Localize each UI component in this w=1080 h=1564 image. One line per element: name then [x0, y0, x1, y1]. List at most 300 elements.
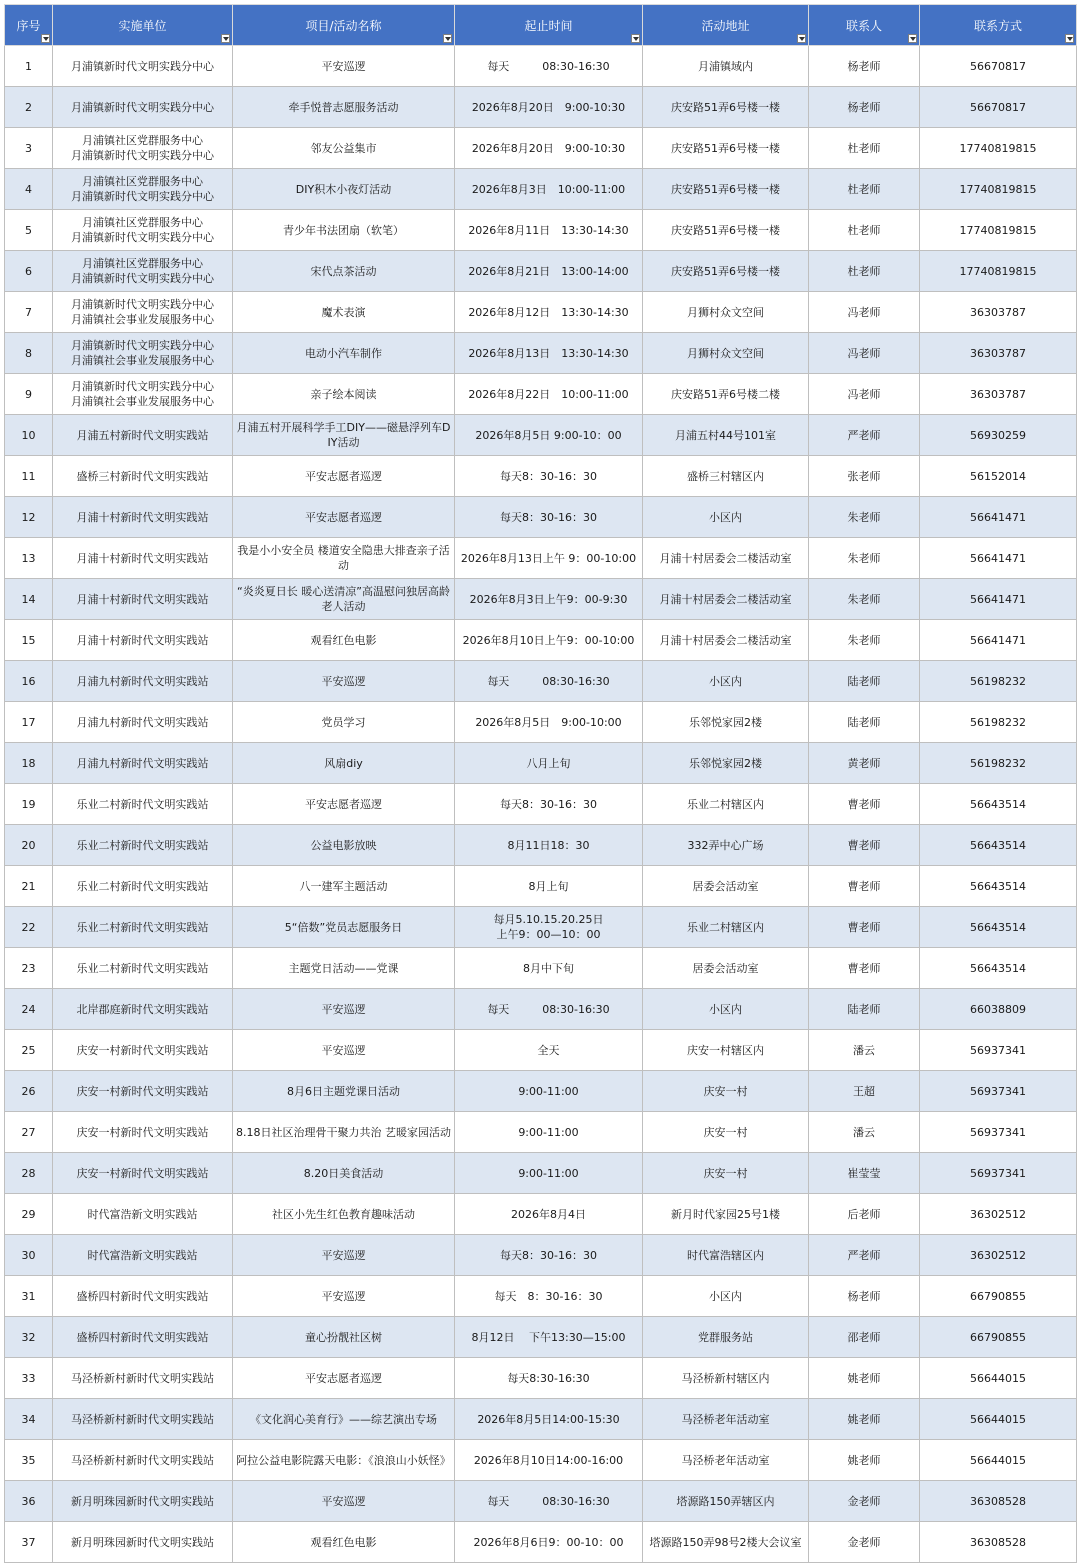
table-row[interactable]	[5, 538, 1077, 579]
cell-activity[interactable]: 党员学习	[233, 702, 455, 743]
table-row[interactable]	[5, 1153, 1077, 1194]
table-row[interactable]	[5, 497, 1077, 538]
cell-index[interactable]: 5	[5, 210, 53, 251]
cell-time[interactable]: 八月上旬	[455, 743, 643, 784]
cell-contact-info[interactable]: 56644015	[920, 1399, 1077, 1440]
cell-activity[interactable]: 我是小小安全员 楼道安全隐患大排查亲子活动	[233, 538, 455, 579]
cell-address[interactable]: 乐邻悦家园2楼	[643, 743, 809, 784]
cell-index[interactable]: 32	[5, 1317, 53, 1358]
cell-contact-info[interactable]: 56937341	[920, 1071, 1077, 1112]
cell-contact-info[interactable]: 36303787	[920, 292, 1077, 333]
cell-address[interactable]: 马泾桥新村辖区内	[643, 1358, 809, 1399]
cell-activity[interactable]: 平安巡逻	[233, 1276, 455, 1317]
cell-contact-person[interactable]: 朱老师	[809, 620, 920, 661]
cell-activity[interactable]: 八一建军主题活动	[233, 866, 455, 907]
cell-unit[interactable]: 乐业二村新时代文明实践站	[53, 825, 233, 866]
filter-dropdown-icon[interactable]	[908, 34, 917, 43]
table-row[interactable]	[5, 825, 1077, 866]
cell-contact-person[interactable]: 朱老师	[809, 579, 920, 620]
cell-address[interactable]: 月狮村众文空间	[643, 292, 809, 333]
cell-contact-person[interactable]: 黄老师	[809, 743, 920, 784]
cell-index[interactable]: 21	[5, 866, 53, 907]
cell-time[interactable]: 每天8:30-16:30	[455, 1358, 643, 1399]
cell-contact-info[interactable]: 17740819815	[920, 128, 1077, 169]
cell-unit[interactable]: 庆安一村新时代文明实践站	[53, 1071, 233, 1112]
cell-address[interactable]: 月浦镇域内	[643, 46, 809, 87]
cell-unit[interactable]: 月浦镇新时代文明实践分中心	[53, 46, 233, 87]
table-row[interactable]	[5, 620, 1077, 661]
table-row[interactable]	[5, 743, 1077, 784]
cell-unit[interactable]: 月浦十村新时代文明实践站	[53, 620, 233, 661]
cell-activity[interactable]: 宋代点茶活动	[233, 251, 455, 292]
cell-address[interactable]: 月浦十村居委会二楼活动室	[643, 538, 809, 579]
cell-activity[interactable]: “炎炎夏日长 暖心送清凉”高温慰问独居高龄老人活动	[233, 579, 455, 620]
cell-contact-person[interactable]: 冯老师	[809, 374, 920, 415]
cell-index[interactable]: 31	[5, 1276, 53, 1317]
cell-activity[interactable]: 魔术表演	[233, 292, 455, 333]
cell-address[interactable]: 乐业二村辖区内	[643, 784, 809, 825]
cell-unit[interactable]: 月浦镇社区党群服务中心 月浦镇新时代文明实践分中心	[53, 210, 233, 251]
cell-time[interactable]: 9:00-11:00	[455, 1071, 643, 1112]
cell-contact-person[interactable]: 潘云	[809, 1030, 920, 1071]
cell-contact-info[interactable]: 56643514	[920, 948, 1077, 989]
cell-time[interactable]: 每天 08:30-16:30	[455, 989, 643, 1030]
cell-time[interactable]: 2026年8月20日 9:00-10:30	[455, 128, 643, 169]
cell-contact-person[interactable]: 金老师	[809, 1481, 920, 1522]
cell-contact-person[interactable]: 曹老师	[809, 907, 920, 948]
table-row[interactable]	[5, 374, 1077, 415]
cell-unit[interactable]: 乐业二村新时代文明实践站	[53, 784, 233, 825]
cell-contact-person[interactable]: 杜老师	[809, 210, 920, 251]
cell-unit[interactable]: 盛桥三村新时代文明实践站	[53, 456, 233, 497]
cell-contact-person[interactable]: 王超	[809, 1071, 920, 1112]
cell-unit[interactable]: 马泾桥新村新时代文明实践站	[53, 1399, 233, 1440]
cell-address[interactable]: 庆安一村辖区内	[643, 1030, 809, 1071]
cell-unit[interactable]: 北岸郡庭新时代文明实践站	[53, 989, 233, 1030]
cell-time[interactable]: 2026年8月12日 13:30-14:30	[455, 292, 643, 333]
cell-index[interactable]: 27	[5, 1112, 53, 1153]
cell-time[interactable]: 2026年8月5日 9:00-10:00	[455, 702, 643, 743]
cell-contact-person[interactable]: 朱老师	[809, 497, 920, 538]
table-row[interactable]	[5, 1235, 1077, 1276]
cell-time[interactable]: 每天8：30-16：30	[455, 784, 643, 825]
cell-index[interactable]: 33	[5, 1358, 53, 1399]
cell-activity[interactable]: 平安巡逻	[233, 1030, 455, 1071]
table-row[interactable]	[5, 251, 1077, 292]
cell-activity[interactable]: 社区小先生红色教育趣味活动	[233, 1194, 455, 1235]
cell-contact-info[interactable]: 56644015	[920, 1440, 1077, 1481]
cell-index[interactable]: 36	[5, 1481, 53, 1522]
cell-address[interactable]: 党群服务站	[643, 1317, 809, 1358]
cell-address[interactable]: 小区内	[643, 661, 809, 702]
cell-activity[interactable]: 8.18日社区治理骨干聚力共治 艺暖家园活动	[233, 1112, 455, 1153]
table-row[interactable]	[5, 784, 1077, 825]
cell-contact-info[interactable]: 56152014	[920, 456, 1077, 497]
cell-activity[interactable]: 8月6日主题党课日活动	[233, 1071, 455, 1112]
cell-time[interactable]: 2026年8月3日上午9：00-9:30	[455, 579, 643, 620]
cell-time[interactable]: 8月中下旬	[455, 948, 643, 989]
cell-contact-info[interactable]: 56643514	[920, 907, 1077, 948]
cell-contact-info[interactable]: 56670817	[920, 87, 1077, 128]
cell-time[interactable]: 2026年8月22日 10:00-11:00	[455, 374, 643, 415]
cell-contact-info[interactable]: 56641471	[920, 620, 1077, 661]
cell-contact-info[interactable]: 56670817	[920, 46, 1077, 87]
table-row[interactable]	[5, 1194, 1077, 1235]
cell-index[interactable]: 22	[5, 907, 53, 948]
cell-contact-info[interactable]: 56643514	[920, 825, 1077, 866]
cell-address[interactable]: 332弄中心广场	[643, 825, 809, 866]
cell-contact-person[interactable]: 杨老师	[809, 1276, 920, 1317]
cell-unit[interactable]: 时代富浩新文明实践站	[53, 1235, 233, 1276]
cell-contact-info[interactable]: 36303787	[920, 374, 1077, 415]
cell-contact-person[interactable]: 崔莹莹	[809, 1153, 920, 1194]
cell-time[interactable]: 2026年8月20日 9:00-10:30	[455, 87, 643, 128]
cell-contact-person[interactable]: 潘云	[809, 1112, 920, 1153]
cell-unit[interactable]: 月浦镇新时代文明实践分中心 月浦镇社会事业发展服务中心	[53, 292, 233, 333]
cell-contact-person[interactable]: 姚老师	[809, 1440, 920, 1481]
table-row[interactable]	[5, 333, 1077, 374]
cell-index[interactable]: 3	[5, 128, 53, 169]
cell-unit[interactable]: 月浦镇社区党群服务中心 月浦镇新时代文明实践分中心	[53, 128, 233, 169]
table-row[interactable]	[5, 456, 1077, 497]
cell-index[interactable]: 16	[5, 661, 53, 702]
cell-address[interactable]: 乐业二村辖区内	[643, 907, 809, 948]
cell-address[interactable]: 庆安路51弄6号楼一楼	[643, 128, 809, 169]
cell-activity[interactable]: 青少年书法团扇（软笔）	[233, 210, 455, 251]
filter-dropdown-icon[interactable]	[221, 34, 230, 43]
cell-address[interactable]: 庆安路51弄6号楼一楼	[643, 169, 809, 210]
cell-unit[interactable]: 月浦镇新时代文明实践分中心 月浦镇社会事业发展服务中心	[53, 333, 233, 374]
cell-activity[interactable]: 主题党日活动——党课	[233, 948, 455, 989]
table-row[interactable]	[5, 702, 1077, 743]
cell-index[interactable]: 17	[5, 702, 53, 743]
cell-contact-info[interactable]: 56930259	[920, 415, 1077, 456]
cell-index[interactable]: 9	[5, 374, 53, 415]
cell-time[interactable]: 2026年8月10日14:00-16:00	[455, 1440, 643, 1481]
cell-time[interactable]: 2026年8月5日14:00-15:30	[455, 1399, 643, 1440]
cell-contact-info[interactable]: 56643514	[920, 784, 1077, 825]
cell-unit[interactable]: 月浦镇新时代文明实践分中心	[53, 87, 233, 128]
cell-index[interactable]: 2	[5, 87, 53, 128]
cell-contact-person[interactable]: 冯老师	[809, 333, 920, 374]
cell-unit[interactable]: 庆安一村新时代文明实践站	[53, 1153, 233, 1194]
cell-time[interactable]: 每天 8：30-16：30	[455, 1276, 643, 1317]
cell-contact-info[interactable]: 56198232	[920, 702, 1077, 743]
table-row[interactable]	[5, 1358, 1077, 1399]
cell-address[interactable]: 小区内	[643, 989, 809, 1030]
cell-time[interactable]: 8月12日 下午13:30—15:00	[455, 1317, 643, 1358]
cell-activity[interactable]: 邻友公益集市	[233, 128, 455, 169]
cell-unit[interactable]: 时代富浩新文明实践站	[53, 1194, 233, 1235]
cell-activity[interactable]: 阿拉公益电影院露天电影：《浪浪山小妖怪》	[233, 1440, 455, 1481]
cell-contact-info[interactable]: 66790855	[920, 1276, 1077, 1317]
table-row[interactable]	[5, 661, 1077, 702]
cell-activity[interactable]: 观看红色电影	[233, 1522, 455, 1563]
filter-dropdown-icon[interactable]	[1065, 34, 1074, 43]
cell-unit[interactable]: 新月明珠园新时代文明实践站	[53, 1481, 233, 1522]
cell-activity[interactable]: 公益电影放映	[233, 825, 455, 866]
table-row[interactable]	[5, 948, 1077, 989]
table-row[interactable]	[5, 169, 1077, 210]
cell-contact-person[interactable]: 朱老师	[809, 538, 920, 579]
cell-contact-person[interactable]: 杨老师	[809, 46, 920, 87]
cell-address[interactable]: 庆安路51弄6号楼一楼	[643, 210, 809, 251]
cell-unit[interactable]: 月浦九村新时代文明实践站	[53, 743, 233, 784]
cell-time[interactable]: 2026年8月13日 13:30-14:30	[455, 333, 643, 374]
cell-index[interactable]: 15	[5, 620, 53, 661]
cell-contact-person[interactable]: 曹老师	[809, 784, 920, 825]
cell-address[interactable]: 小区内	[643, 497, 809, 538]
table-row[interactable]	[5, 866, 1077, 907]
cell-contact-person[interactable]: 姚老师	[809, 1358, 920, 1399]
cell-activity[interactable]: 风扇diy	[233, 743, 455, 784]
cell-index[interactable]: 23	[5, 948, 53, 989]
cell-time[interactable]: 8月上旬	[455, 866, 643, 907]
cell-time[interactable]: 2026年8月6日9：00-10：00	[455, 1522, 643, 1563]
cell-activity[interactable]: 平安巡逻	[233, 989, 455, 1030]
cell-activity[interactable]: 《文化润心美育行》——综艺演出专场	[233, 1399, 455, 1440]
table-row[interactable]	[5, 1399, 1077, 1440]
cell-time[interactable]: 2026年8月3日 10:00-11:00	[455, 169, 643, 210]
cell-contact-info[interactable]: 56643514	[920, 866, 1077, 907]
cell-unit[interactable]: 庆安一村新时代文明实践站	[53, 1112, 233, 1153]
cell-activity[interactable]: 亲子绘本阅读	[233, 374, 455, 415]
cell-contact-info[interactable]: 36302512	[920, 1194, 1077, 1235]
cell-unit[interactable]: 月浦五村新时代文明实践站	[53, 415, 233, 456]
cell-index[interactable]: 30	[5, 1235, 53, 1276]
table-row[interactable]	[5, 1276, 1077, 1317]
cell-activity[interactable]: 牵手悦普志愿服务活动	[233, 87, 455, 128]
cell-time[interactable]: 9:00-11:00	[455, 1153, 643, 1194]
filter-dropdown-icon[interactable]	[797, 34, 806, 43]
cell-contact-person[interactable]: 后老师	[809, 1194, 920, 1235]
cell-activity[interactable]: DIY积木小夜灯活动	[233, 169, 455, 210]
cell-contact-person[interactable]: 陆老师	[809, 661, 920, 702]
cell-index[interactable]: 18	[5, 743, 53, 784]
cell-contact-person[interactable]: 曹老师	[809, 948, 920, 989]
cell-unit[interactable]: 月浦十村新时代文明实践站	[53, 579, 233, 620]
cell-unit[interactable]: 月浦九村新时代文明实践站	[53, 702, 233, 743]
table-row[interactable]	[5, 128, 1077, 169]
cell-time[interactable]: 全天	[455, 1030, 643, 1071]
cell-contact-info[interactable]: 56937341	[920, 1112, 1077, 1153]
cell-activity[interactable]: 5“倍数”党员志愿服务日	[233, 907, 455, 948]
cell-contact-person[interactable]: 曹老师	[809, 866, 920, 907]
cell-unit[interactable]: 月浦镇社区党群服务中心 月浦镇新时代文明实践分中心	[53, 169, 233, 210]
cell-time[interactable]: 每天8：30-16：30	[455, 1235, 643, 1276]
cell-contact-info[interactable]: 17740819815	[920, 210, 1077, 251]
table-row[interactable]	[5, 292, 1077, 333]
cell-contact-info[interactable]: 17740819815	[920, 251, 1077, 292]
filter-dropdown-icon[interactable]	[443, 34, 452, 43]
filter-dropdown-icon[interactable]	[631, 34, 640, 43]
cell-index[interactable]: 26	[5, 1071, 53, 1112]
cell-contact-info[interactable]: 56937341	[920, 1153, 1077, 1194]
cell-contact-info[interactable]: 56198232	[920, 743, 1077, 784]
table-row[interactable]	[5, 1440, 1077, 1481]
cell-time[interactable]: 2026年8月11日 13:30-14:30	[455, 210, 643, 251]
cell-unit[interactable]: 新月明珠园新时代文明实践站	[53, 1522, 233, 1563]
cell-activity[interactable]: 电动小汽车制作	[233, 333, 455, 374]
cell-activity[interactable]: 平安志愿者巡逻	[233, 497, 455, 538]
cell-unit[interactable]: 乐业二村新时代文明实践站	[53, 866, 233, 907]
cell-index[interactable]: 13	[5, 538, 53, 579]
cell-time[interactable]: 每月5.10.15.20.25日 上午9：00—10：00	[455, 907, 643, 948]
cell-address[interactable]: 小区内	[643, 1276, 809, 1317]
table-row[interactable]	[5, 1112, 1077, 1153]
cell-activity[interactable]: 平安巡逻	[233, 1481, 455, 1522]
cell-index[interactable]: 8	[5, 333, 53, 374]
cell-unit[interactable]: 乐业二村新时代文明实践站	[53, 907, 233, 948]
cell-address[interactable]: 月狮村众文空间	[643, 333, 809, 374]
cell-unit[interactable]: 马泾桥新村新时代文明实践站	[53, 1358, 233, 1399]
cell-address[interactable]: 庆安路51弄6号楼一楼	[643, 251, 809, 292]
table-row[interactable]	[5, 1522, 1077, 1563]
cell-activity[interactable]: 平安巡逻	[233, 661, 455, 702]
table-row[interactable]	[5, 1481, 1077, 1522]
cell-contact-info[interactable]: 56641471	[920, 538, 1077, 579]
cell-address[interactable]: 时代富浩辖区内	[643, 1235, 809, 1276]
table-row[interactable]	[5, 1030, 1077, 1071]
cell-contact-info[interactable]: 56641471	[920, 497, 1077, 538]
cell-contact-info[interactable]: 66790855	[920, 1317, 1077, 1358]
cell-index[interactable]: 1	[5, 46, 53, 87]
cell-contact-person[interactable]: 金老师	[809, 1522, 920, 1563]
cell-contact-person[interactable]: 曹老师	[809, 825, 920, 866]
cell-activity[interactable]: 平安志愿者巡逻	[233, 456, 455, 497]
cell-address[interactable]: 月浦十村居委会二楼活动室	[643, 620, 809, 661]
cell-contact-info[interactable]: 36308528	[920, 1522, 1077, 1563]
cell-address[interactable]: 月浦五村44号101室	[643, 415, 809, 456]
cell-contact-info[interactable]: 36302512	[920, 1235, 1077, 1276]
cell-time[interactable]: 每天8：30-16：30	[455, 497, 643, 538]
cell-address[interactable]: 庆安路51弄6号楼二楼	[643, 374, 809, 415]
cell-address[interactable]: 月浦十村居委会二楼活动室	[643, 579, 809, 620]
cell-index[interactable]: 34	[5, 1399, 53, 1440]
table-row[interactable]	[5, 210, 1077, 251]
cell-address[interactable]: 居委会活动室	[643, 948, 809, 989]
cell-address[interactable]: 庆安一村	[643, 1153, 809, 1194]
filter-dropdown-icon[interactable]	[41, 34, 50, 43]
cell-activity[interactable]: 月浦五村开展科学手工DIY——磁悬浮列车DIY活动	[233, 415, 455, 456]
table-row[interactable]	[5, 1071, 1077, 1112]
cell-contact-info[interactable]: 56198232	[920, 661, 1077, 702]
cell-unit[interactable]: 月浦镇新时代文明实践分中心 月浦镇社会事业发展服务中心	[53, 374, 233, 415]
cell-unit[interactable]: 月浦十村新时代文明实践站	[53, 538, 233, 579]
cell-index[interactable]: 14	[5, 579, 53, 620]
cell-unit[interactable]: 月浦十村新时代文明实践站	[53, 497, 233, 538]
cell-address[interactable]: 马泾桥老年活动室	[643, 1399, 809, 1440]
cell-time[interactable]: 2026年8月4日	[455, 1194, 643, 1235]
table-row[interactable]	[5, 907, 1077, 948]
cell-contact-person[interactable]: 邵老师	[809, 1317, 920, 1358]
cell-address[interactable]: 庆安一村	[643, 1071, 809, 1112]
cell-unit[interactable]: 乐业二村新时代文明实践站	[53, 948, 233, 989]
cell-address[interactable]: 新月时代家园25号1楼	[643, 1194, 809, 1235]
cell-contact-person[interactable]: 陆老师	[809, 702, 920, 743]
cell-contact-person[interactable]: 姚老师	[809, 1399, 920, 1440]
cell-unit[interactable]: 盛桥四村新时代文明实践站	[53, 1317, 233, 1358]
table-row[interactable]	[5, 1317, 1077, 1358]
cell-activity[interactable]: 平安志愿者巡逻	[233, 784, 455, 825]
cell-index[interactable]: 25	[5, 1030, 53, 1071]
cell-index[interactable]: 4	[5, 169, 53, 210]
cell-contact-person[interactable]: 陆老师	[809, 989, 920, 1030]
cell-contact-person[interactable]: 严老师	[809, 1235, 920, 1276]
cell-time[interactable]: 2026年8月21日 13:00-14:00	[455, 251, 643, 292]
cell-activity[interactable]: 8.20日美食活动	[233, 1153, 455, 1194]
cell-time[interactable]: 每天8：30-16：30	[455, 456, 643, 497]
cell-index[interactable]: 7	[5, 292, 53, 333]
cell-index[interactable]: 10	[5, 415, 53, 456]
cell-index[interactable]: 19	[5, 784, 53, 825]
cell-activity[interactable]: 平安巡逻	[233, 1235, 455, 1276]
cell-time[interactable]: 8月11日18：30	[455, 825, 643, 866]
cell-index[interactable]: 11	[5, 456, 53, 497]
cell-index[interactable]: 37	[5, 1522, 53, 1563]
cell-time[interactable]: 9:00-11:00	[455, 1112, 643, 1153]
cell-contact-person[interactable]: 杜老师	[809, 169, 920, 210]
table-row[interactable]	[5, 579, 1077, 620]
cell-unit[interactable]: 月浦九村新时代文明实践站	[53, 661, 233, 702]
cell-index[interactable]: 20	[5, 825, 53, 866]
cell-index[interactable]: 24	[5, 989, 53, 1030]
cell-time[interactable]: 每天 08:30-16:30	[455, 46, 643, 87]
cell-activity[interactable]: 观看红色电影	[233, 620, 455, 661]
cell-time[interactable]: 2026年8月10日上午9：00-10:00	[455, 620, 643, 661]
cell-unit[interactable]: 马泾桥新村新时代文明实践站	[53, 1440, 233, 1481]
cell-index[interactable]: 35	[5, 1440, 53, 1481]
cell-contact-info[interactable]: 17740819815	[920, 169, 1077, 210]
cell-activity[interactable]: 童心扮靓社区树	[233, 1317, 455, 1358]
cell-contact-info[interactable]: 36308528	[920, 1481, 1077, 1522]
cell-unit[interactable]: 庆安一村新时代文明实践站	[53, 1030, 233, 1071]
cell-unit[interactable]: 月浦镇社区党群服务中心 月浦镇新时代文明实践分中心	[53, 251, 233, 292]
cell-address[interactable]: 居委会活动室	[643, 866, 809, 907]
cell-address[interactable]: 乐邻悦家园2楼	[643, 702, 809, 743]
cell-contact-info[interactable]: 56641471	[920, 579, 1077, 620]
cell-address[interactable]: 庆安一村	[643, 1112, 809, 1153]
cell-contact-person[interactable]: 杨老师	[809, 87, 920, 128]
cell-contact-person[interactable]: 杜老师	[809, 251, 920, 292]
cell-address[interactable]: 塔源路150弄辖区内	[643, 1481, 809, 1522]
table-row[interactable]	[5, 46, 1077, 87]
table-row[interactable]	[5, 415, 1077, 456]
cell-contact-person[interactable]: 冯老师	[809, 292, 920, 333]
cell-time[interactable]: 每天 08:30-16:30	[455, 661, 643, 702]
table-row[interactable]	[5, 989, 1077, 1030]
cell-index[interactable]: 28	[5, 1153, 53, 1194]
cell-contact-info[interactable]: 66038809	[920, 989, 1077, 1030]
cell-time[interactable]: 2026年8月13日上午 9：00-10:00	[455, 538, 643, 579]
cell-index[interactable]: 6	[5, 251, 53, 292]
cell-index[interactable]: 12	[5, 497, 53, 538]
cell-contact-info[interactable]: 36303787	[920, 333, 1077, 374]
cell-time[interactable]: 2026年8月5日 9:00-10：00	[455, 415, 643, 456]
cell-address[interactable]: 马泾桥老年活动室	[643, 1440, 809, 1481]
cell-contact-person[interactable]: 张老师	[809, 456, 920, 497]
cell-contact-info[interactable]: 56937341	[920, 1030, 1077, 1071]
cell-contact-info[interactable]: 56644015	[920, 1358, 1077, 1399]
cell-contact-person[interactable]: 严老师	[809, 415, 920, 456]
table-row[interactable]	[5, 87, 1077, 128]
cell-unit[interactable]: 盛桥四村新时代文明实践站	[53, 1276, 233, 1317]
cell-index[interactable]: 29	[5, 1194, 53, 1235]
cell-address[interactable]: 塔源路150弄98号2楼大会议室	[643, 1522, 809, 1563]
cell-contact-person[interactable]: 杜老师	[809, 128, 920, 169]
cell-address[interactable]: 庆安路51弄6号楼一楼	[643, 87, 809, 128]
cell-activity[interactable]: 平安志愿者巡逻	[233, 1358, 455, 1399]
